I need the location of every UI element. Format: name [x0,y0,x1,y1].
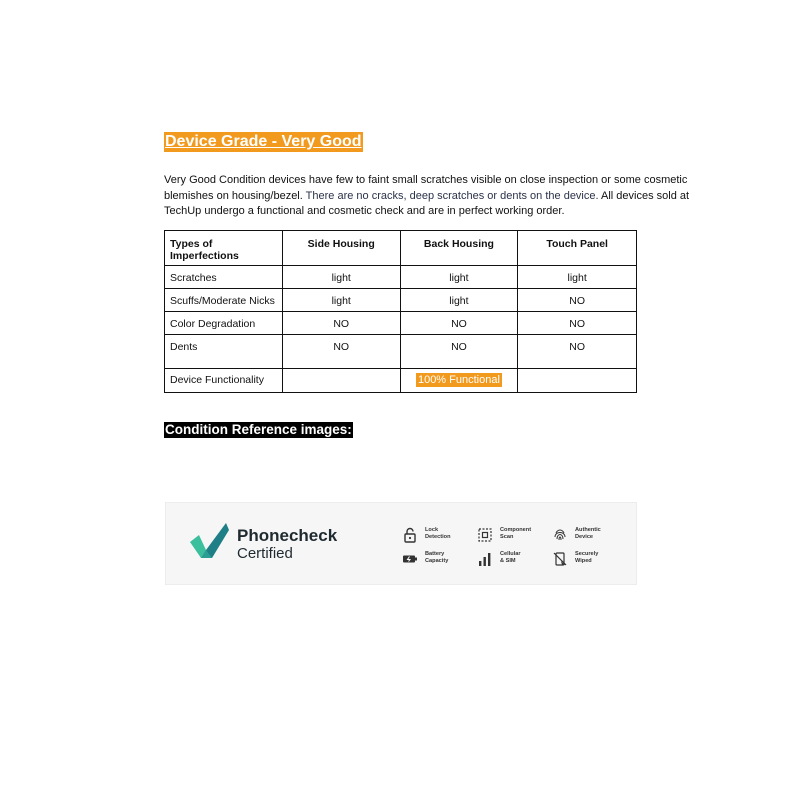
row-label: Color Degradation [165,312,283,335]
feature-label: Securely Wiped [575,551,599,564]
lock-icon [402,527,418,543]
functionality-row [165,369,637,393]
phonecheck-certified-banner [165,502,637,585]
imperfections-table [164,230,637,393]
cell-value: NO [400,312,518,335]
feature-battery-capacity [402,549,472,571]
feature-label: Authentic Device [575,527,601,540]
description-part-3: All devices sold at TechUp undergo a functional and cosmetic check and are in perfect working order. [164,189,690,217]
header-side-housing: Side Housing [282,231,400,266]
grade-title: Device Grade - Very Good [165,133,362,150]
cell-value: light [282,289,400,312]
feature-lock-detection [402,525,472,547]
header-touch-panel: Touch Panel [518,231,637,266]
feature-component-scan [477,525,547,547]
table-header-row [165,231,637,266]
feature-authentic-device [552,525,622,547]
phonecheck-certified-label: Certified [237,545,293,562]
phonecheck-name: Phonecheck [237,526,338,545]
feature-label: Battery Capacity [425,551,449,564]
cell-value: NO [282,335,400,369]
feature-cellular-sim [477,549,547,571]
feature-label: Component Scan [500,527,532,540]
cell-value: light [518,266,637,289]
header-types: Types of Imperfections [165,231,283,266]
cell-value [282,369,400,393]
description-part-1: Very Good Condition devices have few to faint small scratches visible on close inspection or some cosmetic blemishes on housing/bezel. [164,174,688,202]
table-row [165,266,637,289]
cell-value: NO [518,312,637,335]
cell-value: NO [282,312,400,335]
fingerprint-icon [552,527,568,543]
condition-description [164,173,704,220]
cell-value: NO [518,335,637,369]
row-label: Device Functionality [165,369,283,393]
row-label: Dents [165,335,283,369]
functional-badge: 100% Functional [417,374,500,386]
phonecheck-check-icon [188,521,230,561]
table-row [165,312,637,335]
cell-value: NO [518,289,637,312]
row-label: Scuffs/Moderate Nicks [165,289,283,312]
wipe-icon [552,551,568,567]
cell-value [400,369,518,393]
cell-value: light [282,266,400,289]
cell-value: light [400,289,518,312]
cell-value [518,369,637,393]
feature-securely-wiped [552,549,622,571]
feature-label: Lock Detection [425,527,451,540]
cell-value: NO [400,335,518,369]
header-back-housing: Back Housing [400,231,518,266]
cell-value: light [400,266,518,289]
feature-label: Cellular & SIM [500,551,521,564]
battery-icon [402,551,418,567]
table-row [165,289,637,312]
row-label: Scratches [165,266,283,289]
signal-bars-icon [477,551,493,567]
table-row [165,335,637,369]
component-scan-icon [477,527,493,543]
description-part-2: There are no cracks, deep scratches or dents on the device. [305,189,599,202]
reference-images-title: Condition Reference images: [165,422,352,437]
